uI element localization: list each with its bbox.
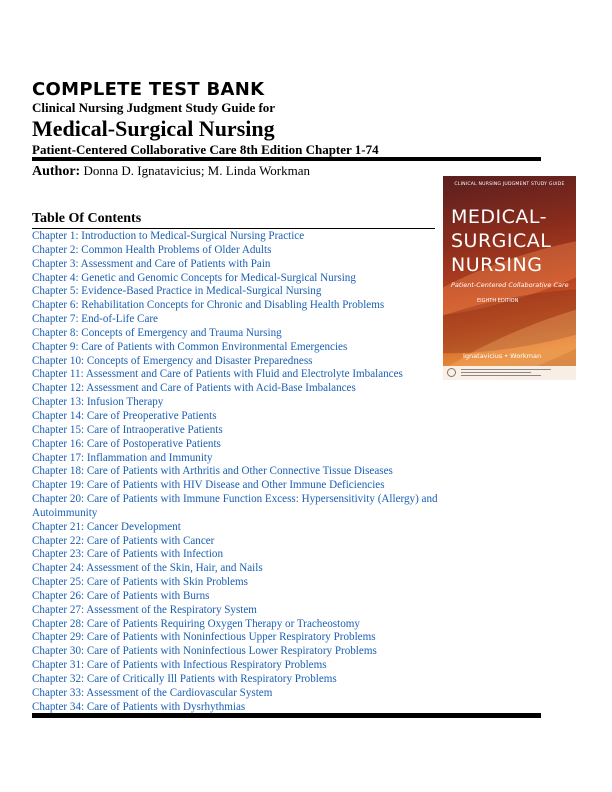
toc-item (32, 230, 502, 244)
toc-item (32, 396, 502, 410)
toc-item (32, 452, 502, 466)
toc-item (32, 285, 502, 299)
toc-item (32, 355, 502, 369)
toc-chapter-link[interactable]: Chapter 22: Care of Patients with Cancer (32, 534, 215, 547)
cover-authors: Ignatavicius • Workman (463, 352, 542, 360)
toc-item (32, 576, 502, 590)
toc-chapter-link[interactable]: Chapter 32: Care of Critically Ill Patients with Respiratory Problems (32, 673, 337, 685)
toc-item (32, 645, 502, 659)
toc-item (32, 659, 502, 673)
toc-item (32, 258, 502, 272)
toc-chapter-link[interactable]: Chapter 17: Inflammation and Immunity (32, 451, 213, 464)
toc-chapter-link[interactable]: Chapter 27: Assessment of the Respiratory System (32, 603, 257, 616)
toc-item (32, 535, 502, 549)
toc-item (32, 618, 502, 632)
toc-item (32, 548, 502, 562)
cover-subtitle: Patient-Centered Collaborative Care (451, 281, 569, 289)
cover-title-line2: SURGICAL (451, 230, 552, 252)
cover-title-line3: NURSING (451, 254, 543, 276)
toc-item (32, 410, 502, 424)
toc-chapter-link[interactable]: Chapter 12: Assessment and Care of Patients with Acid-Base Imbalances (32, 382, 356, 395)
toc-item (32, 382, 502, 396)
toc-item (32, 590, 502, 604)
toc-chapter-link[interactable]: Chapter 18: Care of Patients with Arthritis and Other Connective Tissue Diseases (32, 465, 393, 478)
toc-chapter-link[interactable]: Chapter 5: Evidence-Based Practice in Medical-Surgical Nursing (32, 285, 322, 298)
toc-chapter-link[interactable]: Chapter 1: Introduction to Medical-Surgical Nursing Practice (32, 230, 305, 242)
toc-chapter-link[interactable]: Chapter 28: Care of Patients Requiring Oxygen Therapy or Tracheostomy (32, 617, 360, 630)
toc-chapter-link[interactable]: Chapter 6: Rehabilitation Concepts for Chronic and Disabling Health Problems (32, 299, 385, 312)
toc-item (32, 438, 502, 452)
toc-item (32, 479, 502, 493)
toc-chapter-link[interactable]: Chapter 16: Care of Postoperative Patients (32, 437, 221, 450)
toc-item (32, 244, 502, 258)
cover-edition: EIGHTH EDITION (477, 298, 519, 304)
toc-item (32, 521, 502, 535)
toc-item (32, 341, 502, 355)
toc-chapter-link[interactable]: Chapter 9: Care of Patients with Common Environmental Emergencies (32, 340, 348, 353)
banner-title: COMPLETE TEST BANK (32, 79, 265, 100)
toc-item (32, 299, 502, 313)
toc-chapter-link[interactable]: Chapter 21: Cancer Development (32, 520, 181, 533)
cover-series-text: CLINICAL NURSING JUDGMENT STUDY GUIDE (454, 182, 565, 187)
toc-chapter-link[interactable]: Chapter 33: Assessment of the Cardiovascular System (32, 686, 273, 699)
toc-item (32, 327, 502, 341)
author-names: Donna D. Ignatavicius; M. Linda Workman (83, 163, 311, 178)
cover-title-line1: MEDICAL- (451, 206, 548, 228)
toc-chapter-link[interactable]: Chapter 11: Assessment and Care of Patients with Fluid and Electrolyte Imbalances (32, 368, 403, 381)
toc-chapter-link[interactable]: Chapter 8: Concepts of Emergency and Trauma Nursing (32, 326, 282, 339)
header-divider (32, 157, 541, 161)
toc-heading: Table Of Contents (32, 211, 142, 226)
toc-chapter-link[interactable]: Chapter 26: Care of Patients with Burns (32, 589, 210, 602)
toc-item (32, 687, 502, 701)
toc-item (32, 313, 502, 327)
table-of-contents (32, 230, 502, 715)
toc-chapter-link[interactable]: Chapter 7: End-of-Life Care (32, 313, 158, 326)
toc-chapter-link[interactable]: Chapter 13: Infusion Therapy (32, 396, 164, 409)
toc-chapter-link[interactable]: Chapter 31: Care of Patients with Infectious Respiratory Problems (32, 659, 327, 672)
toc-chapter-link[interactable]: Chapter 30: Care of Patients with Noninfectious Lower Respiratory Problems (32, 645, 377, 658)
edition-line: Patient-Centered Collaborative Care 8th Edition Chapter 1-74 (32, 142, 379, 157)
toc-heading-underline (32, 228, 435, 229)
toc-item (32, 562, 502, 576)
toc-chapter-link[interactable]: Chapter 10: Concepts of Emergency and Disaster Preparedness (32, 354, 313, 367)
author-label: Author: (32, 164, 81, 179)
toc-item (32, 604, 502, 618)
toc-item (32, 272, 502, 286)
toc-chapter-link[interactable]: Chapter 19: Care of Patients with HIV Disease and Other Immune Deficiencies (32, 479, 385, 492)
toc-item (32, 465, 502, 479)
toc-item (32, 493, 502, 521)
toc-item (32, 673, 502, 687)
footer-divider (32, 713, 541, 718)
toc-chapter-link[interactable]: Chapter 24: Assessment of the Skin, Hair, and Nails (32, 562, 263, 575)
toc-chapter-link[interactable]: Chapter 20: Care of Patients with Immune Function Excess: Hypersensitivity (Allergy) and Autoimmunity (32, 493, 438, 519)
toc-item (32, 368, 502, 382)
toc-item (32, 424, 502, 438)
toc-chapter-link[interactable]: Chapter 25: Care of Patients with Skin Problems (32, 576, 248, 589)
author-line (32, 163, 310, 180)
toc-chapter-link[interactable]: Chapter 3: Assessment and Care of Patients with Pain (32, 257, 271, 270)
book-title: Medical-Surgical Nursing (32, 116, 275, 141)
toc-chapter-link[interactable]: Chapter 29: Care of Patients with Noninfectious Upper Respiratory Problems (32, 631, 376, 644)
toc-item (32, 631, 502, 645)
toc-chapter-link[interactable]: Chapter 14: Care of Preoperative Patients (32, 409, 217, 422)
toc-chapter-link[interactable]: Chapter 23: Care of Patients with Infection (32, 548, 224, 561)
toc-chapter-link[interactable]: Chapter 2: Common Health Problems of Older Adults (32, 243, 272, 256)
toc-chapter-link[interactable]: Chapter 4: Genetic and Genomic Concepts for Medical-Surgical Nursing (32, 271, 356, 284)
study-guide-subtitle: Clinical Nursing Judgment Study Guide for (32, 100, 276, 115)
toc-chapter-link[interactable]: Chapter 15: Care of Intraoperative Patients (32, 423, 223, 436)
toc-chapter-link[interactable]: Chapter 34: Care of Patients with Dysrhythmias (32, 700, 246, 713)
